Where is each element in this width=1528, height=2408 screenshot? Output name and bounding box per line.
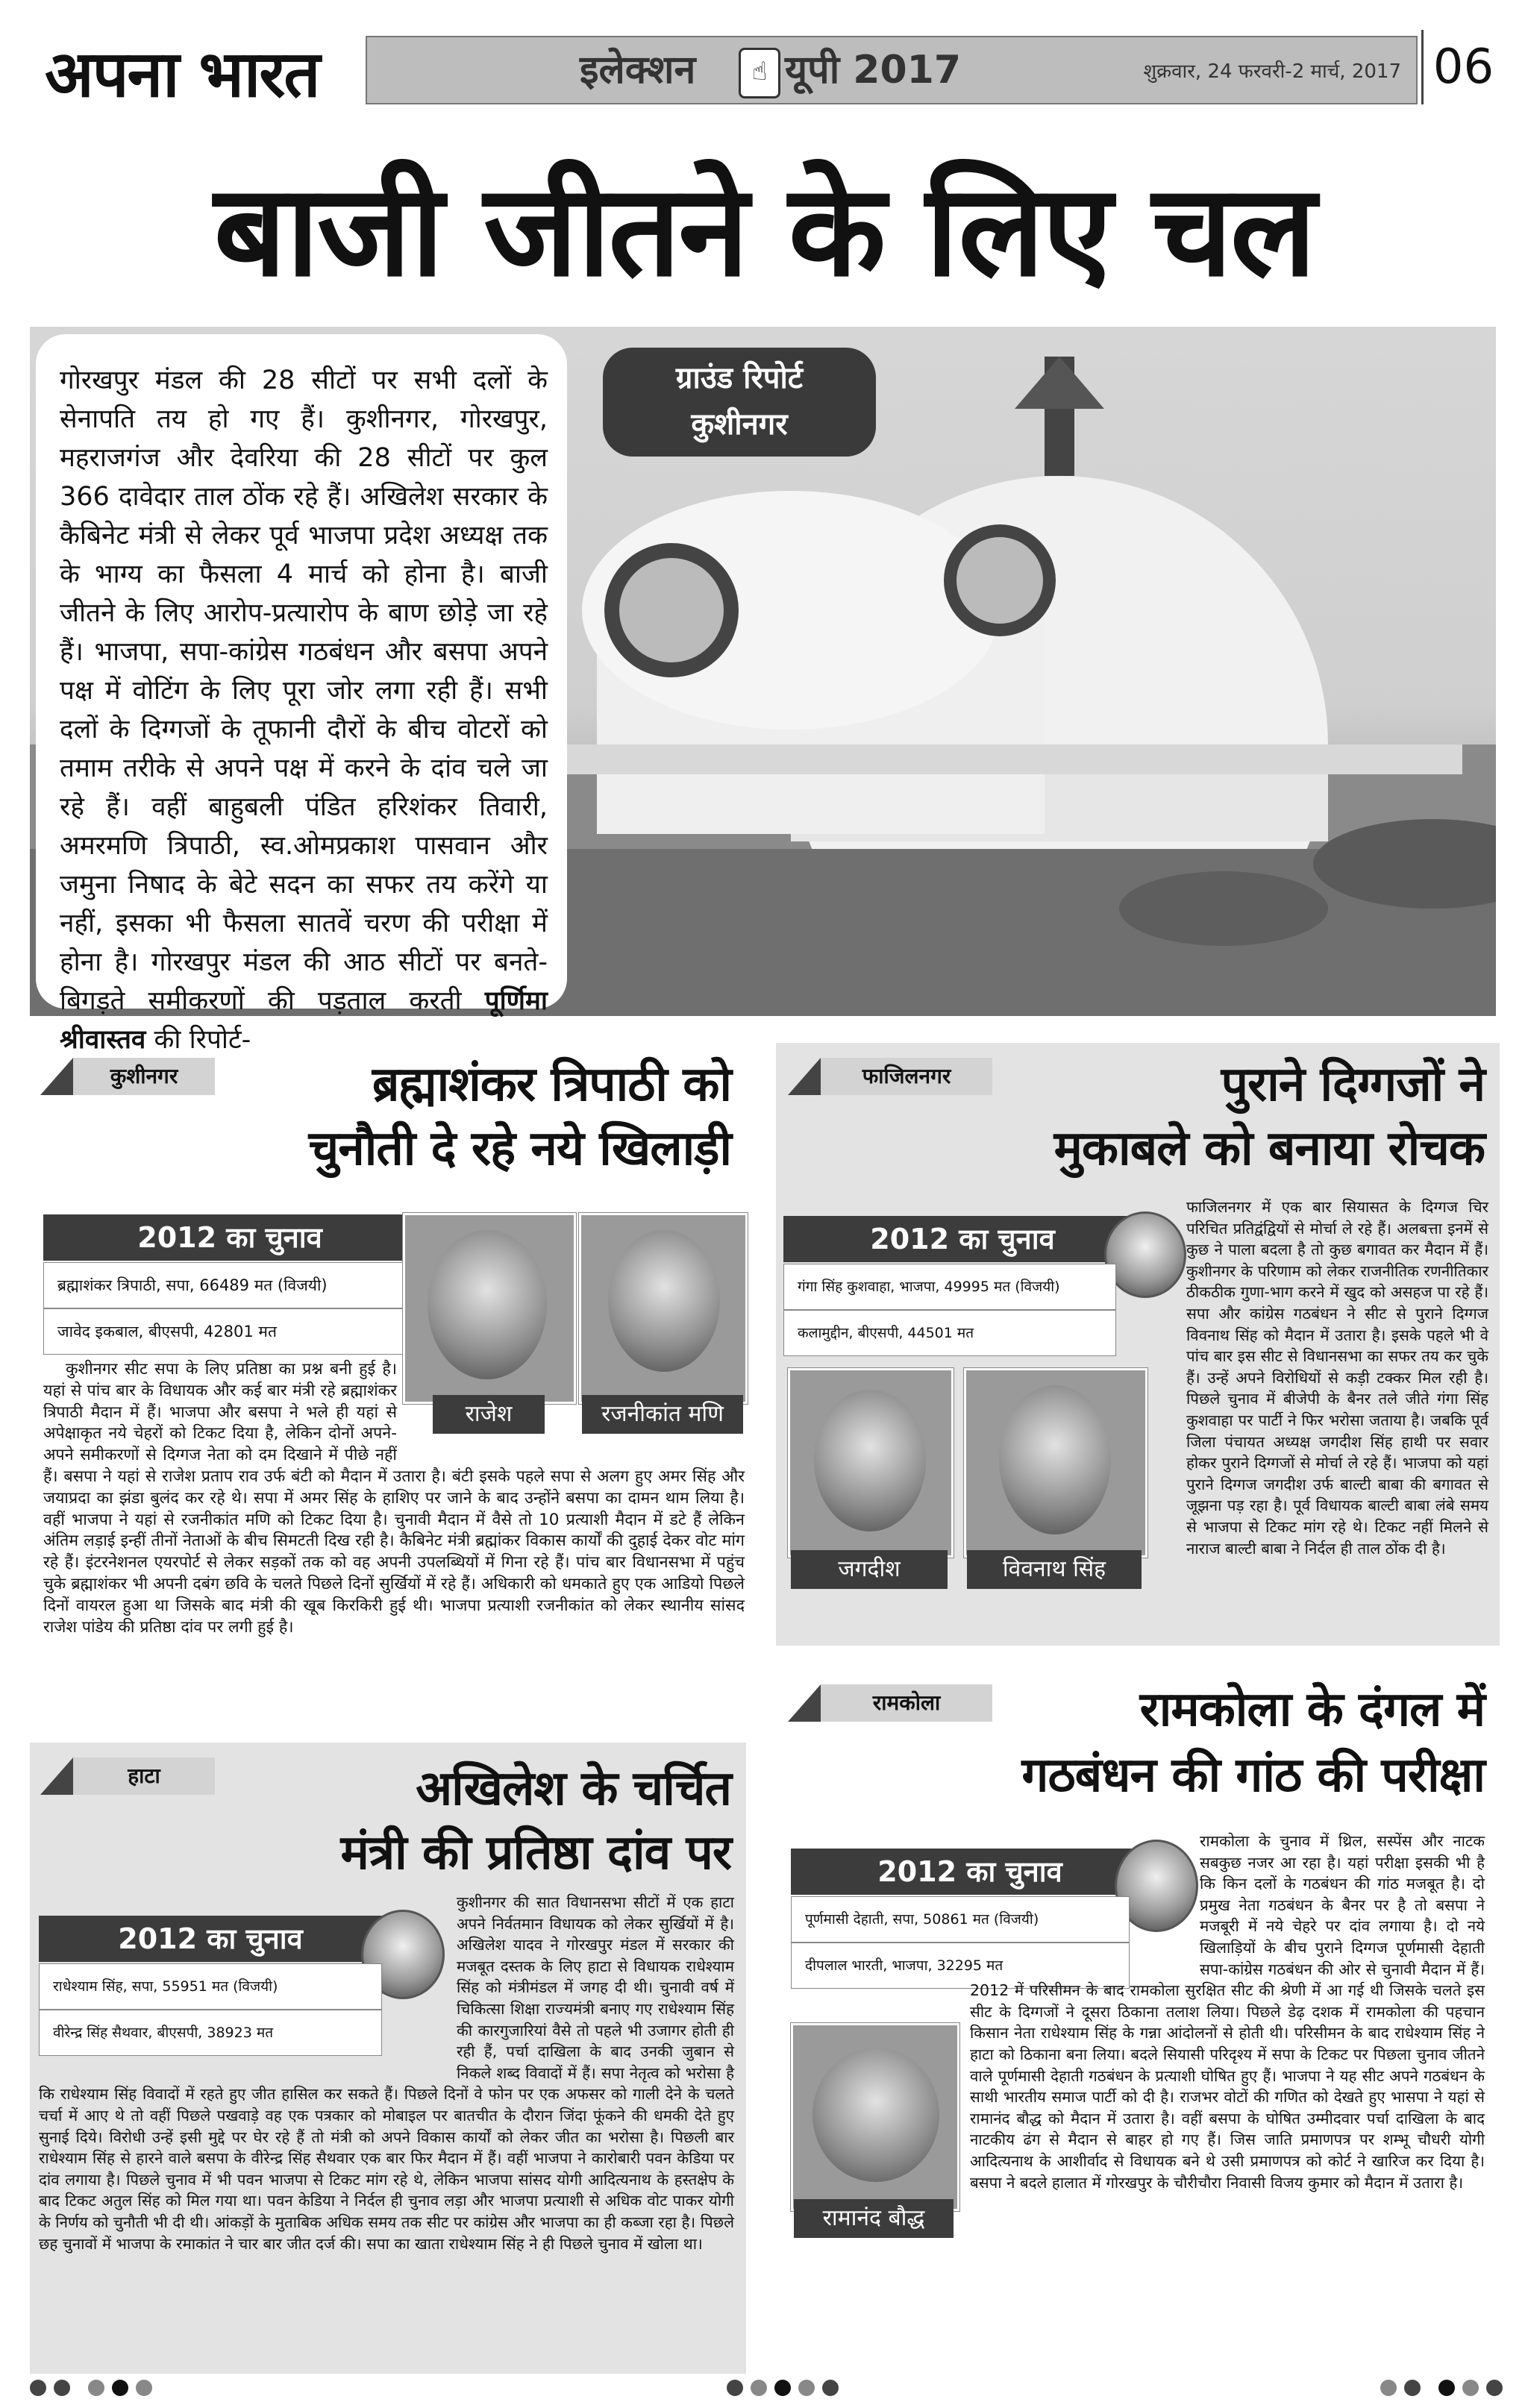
intro-summary	[36, 334, 567, 1055]
ramkola-election-title: 2012 का चुनाव	[791, 1849, 1149, 1895]
fazilnagar-result-row: कलामुद्दीन, बीएसपी, 44501 मत	[783, 1310, 1116, 1356]
fazilnagar-election-title: 2012 का चुनाव	[783, 1216, 1142, 1262]
kushinagar-result-row: ब्रह्माशंकर त्रिपाठी, सपा, 66489 मत (विजयी)	[43, 1262, 431, 1308]
hata-tag-label: हाटा	[128, 1763, 160, 1788]
ramkola-article-text	[791, 1831, 1485, 2368]
banner-title-left: इलेक्शन	[580, 48, 696, 93]
fazilnagar-article-body: फाजिलनगर में एक बार सियासत के दिग्गज चिर परिचित प्रतिद्वंद्वियों से मोर्चा ले रहे हैं। अलबत्ता इनमें से कुछ ने पाला बदला है तो कुछ बगावत कर मैदान में हैं। कुशीनगर के परिणाम को लेकर राजनीतिक रणनीतिकार ठीकठीक गुणा-भाग करने में खुद को असहज पा रहे हैं। सपा और कांग्रेस गठबंधन ने सीट से पुराने दिग्गज विवनाथ सिंह को मैदान में उतारा है। इसके पहले भी वे पांच बार इस सीट से विधानसभा का सफर तय कर चुके हैं। उन्हें अपने विरोधियों से कड़ी टक्कर मिल रही है। पिछले चुनाव में बीजेपी के बैनर तले जीते गंगा सिंह कुशवाहा पर पार्टी ने फिर भरोसा जताया है। जबकि पूर्व जिला पंचायत अध्यक्ष जगदीश सिंह हाथी पर सवार होकर पुराने दिग्गजों से मोर्चा ले रहे हैं। भाजपा को यहां पुराने दिग्गज जगदीश उर्फ बाल्टी बाबा की बगावत से जूझना पड़ रहा है। पूर्व विधायक बाल्टी बाबा लंबे समय से भाजपा से टिकट मांग रहे थे। टिकट नहीं मिलने से नाराज बाल्टी बाबा ने निर्दल ही ताल ठोंक दी है।	[1186, 1198, 1488, 1558]
hata-headline-2: मंत्री की प्रतिष्ठा दांव पर	[340, 1825, 731, 1881]
fazilnagar-headline-1: पुराने दिग्गजों ने	[1221, 1057, 1485, 1112]
main-headline: बाजी जीतने के लिए चल	[213, 157, 1315, 305]
hata-tag	[73, 1758, 215, 1795]
issue-date: शुक्रवार, 24 फरवरी-2 मार्च, 2017	[1143, 60, 1401, 83]
ramkola-result-row: पूर्णमासी देहाती, सपा, 50861 मत (विजयी)	[791, 1896, 1130, 1943]
caption-ramanand: रामानंद बौद्ध	[794, 2199, 954, 2238]
hata-section	[30, 1743, 746, 2374]
caption-rajnikant: रजनीकांत मणि	[582, 1395, 743, 1434]
hata-article-body: कुशीनगर की सात विधानसभा सीटों में एक हाटा अपने निर्वतमान विधायक को लेकर सुर्खियों में है। अखिलेश यादव ने गोरखपुर मंडल में सरकार की मजबूत दस्तक के लिए हाटा से विधायक राधेश्याम सिंह को मंत्रीमंडल में जगह दी थी। चुनावी वर्ष में चिकित्सा शिक्षा राज्यमंत्री बनाए गए राधेश्याम सिंह की कारगुजारियां वैसे तो पहले भी उजागर होती ही रही हैं, पर्चा दाखिला के बाद उनकी जुबान से निकले शब्द विवादों में हैं। सपा नेतृत्व को भरोसा है कि राधेश्याम सिंह विवादों में रहते हुए जीत हासिल कर सकते हैं। पिछले दिनों वे फोन पर एक अफसर को गाली देने के चलते चर्चा में आए थे तो वहीं पिछले पखवाड़े वह एक पत्रकार को मोबाइल पर बातचीत के दौरान जिंदा फूंकने की धमकी देते हुए सुनाई दिये। विरोधी उन्हें इसी मुद्दे पर घेर रहे हैं तो मंत्री को अपने विकास कार्यों को लेकर जीत का भरोसा है। पिछली बार राधेश्याम सिंह से हारने वाले बसपा के वीरेन्द्र सिंह सैथवार एक बार फिर मैदान में हैं। वहीं भाजपा ने कारोबारी पवन केडिया पर दांव लगाया है। पिछले चुनाव में भी पवन भाजपा से टिकट मांग रहे थे, लेकिन भाजपा सांसद योगी आदित्यनाथ के हस्तक्षेप के बाद टिकट अतुल सिंह को मिल गया था। पवन केडिया ने निर्दल ही चुनाव लड़ा और भाजपा प्रत्याशी से अधिक वोट पाकर योगी के निर्णय को चुनौती भी दी थी। आंकड़ों के मुताबिक अधिक समय तक सीट पर कांग्रेस और भाजपा का ही कब्जा रहा है। पिछले छह चुनावों में भाजपा के रमाकांत ने चार बार जीत दर्ज की। सपा का खाता राधेश्याम सिंह ने ही पिछले चुनाव में खोला था।	[39, 1893, 734, 2253]
badge-line1: ग्राउंड रिपोर्ट	[675, 361, 804, 395]
fazilnagar-headline-2: मुकाबले को बनाया रोचक	[1053, 1121, 1485, 1176]
footer-bar	[0, 2380, 1528, 2402]
kushinagar-article-text	[43, 1359, 745, 1702]
ramkola-tag-label: रामकोला	[872, 1690, 941, 1715]
intro-end: की रिपोर्ट-	[154, 1025, 251, 1055]
fazilnagar-tag	[821, 1058, 992, 1095]
ramkola-article-body: रामकोला के चुनाव में थ्रिल, सस्पेंस और नाटक सबकुछ नजर आ रहा है। यहां परीक्षा इसकी भी है कि किन दलों के गठबंधन की गांठ मजबूत है। दो प्रमुख नेता गठबंधन के बैनर पर है तो बसपा ने मजबूरी में नये चेहरे पर दांव लगाया है। दो नये खिलाड़ियों के बीच पुराने दिग्गज पूर्णमासी देहाती सपा-कांग्रेस गठबंधन की ओर से चुनावी मैदान में हैं। 2012 में परिसीमन के बाद रामकोला सुरक्षित सीट की श्रेणी में आ गई थी जिसके चलते इस सीट के दिग्गजों ने दूसरा ठिकाना तलाश लिया। पिछले डेढ़ दशक में रामकोला की पहचान किसान नेता राधेश्याम सिंह के गन्ना आंदोलनों से होती थी। परिसीमन के बाद राधेश्याम सिंह ने हाटा को ठिकाना बना लिया। बदले सियासी परिदृश्य में सपा के टिकट पर पिछला चुनाव जीतने वाले पूर्णमासी देहाती गठबंधन के प्रत्याशी घोषित हुए हैं। भाजपा ने यह सीट अपने गठबंधन के साथी भारतीय समाज पार्टी को दी है। राजभर वोटों की गणित को देखते हुए भासपा ने यहां से रामानंद बौद्ध को मैदान में उतारा है। वहीं बसपा के घोषित उम्मीदवार पर्चा दाखिला के बाद नाटकीय ढंग से मैदान से बाहर हो गए हैं। जिस जाति प्रमाणपत्र पर शम्भू चौधरी योगी आदित्यनाथ के आशीर्वाद से विधायक बने थे उसी प्रमाणपत्र को कोर्ट ने खारिज कर दिया है। बसपा ने बदले हालात में गोरखपुर के चौरीचौरा निवासी विजय कुमार को मैदान में उतारा है।	[970, 1832, 1485, 2192]
kushinagar-article-body: कुशीनगर सीट सपा के लिए प्रतिष्ठा का प्रश्न बनी हुई है। यहां से पांच बार के विधायक और कई बार मंत्री रहे ब्रह्माशंकर त्रिपाठी मैदान में हैं। भाजपा और बसपा ने भले ही यहां से अपेक्षाकृत नये चेहरों को टिकट दिया है, लेकिन दोनों अपने-अपने समीकरणों से दिग्गज नेता को दम दिखाने में पीछे नहीं हैं। बसपा ने यहां से राजेश प्रताप राव उर्फ बंटी को मैदान में उतारा है। बंटी इसके पहले सपा से अलग हुए अमर सिंह और जयाप्रदा का झंडा बुलंद कर रहे थे। सपा में अमर सिंह के हाशिए पर जाने के बाद उन्होंने बसपा का दामन थाम लिया है। वहीं भाजपा ने यहां से रजनीकांत मणि को टिकट दिया है। चुनावी मैदान में वैसे तो 10 प्रत्याशी मैदान में डटे हैं लेकिन अंतिम लड़ाई इन्हीं तीनों नेताओं के बीच सिमटती दिख रही है। कैबिनेट मंत्री ब्रह्मांकर विकास कार्यों की दुहाई देकर वोट मांग रहे हैं। इंटरनेशनल एयरपोर्ट से लेकर सड़कों तक को वह अपनी उपलब्धियों में गिना रहे हैं। पांच बार विधानसभा में पहुंच चुके ब्रह्माशंकर भी अपनी दबंग छवि के चलते पिछले दिनों सुर्खियों में रहे हैं। अधिकारी को धमकाते हुए एक आडियो पिछले दिनों वायरल हुआ था जिसके बाद मंत्री की खूब किरकिरी हुई थी। भाजपा प्रत्याशी रजनीकांत को लेकर स्थानीय सांसद राजेश पांडेय की प्रतिष्ठा दांव पर लगी हुई है।	[43, 1360, 745, 1637]
ground-report-badge	[603, 348, 876, 457]
badge-line2: कुशीनगर	[691, 407, 788, 442]
ramkola-headline-2: गठबंधन की गांठ की परीक्षा	[1021, 1748, 1485, 1803]
fazilnagar-tag-label: फाजिलनगर	[862, 1064, 951, 1088]
kushinagar-election-title: 2012 का चुनाव	[43, 1214, 416, 1261]
caption-vivnath: विवनाथ सिंह	[967, 1550, 1142, 1589]
intro-author: पूर्णिमा श्रीवास्तव	[60, 986, 548, 1055]
kushinagar-tag-label: कुशीनगर	[110, 1064, 178, 1088]
intro-text: गोरखपुर मंडल की 28 सीटों पर सभी दलों के सेनापति तय हो गए हैं। कुशीनगर, गोरखपुर, महराजगंज और देवरिया की 28 सीटों पर कुल 366 दावेदार ताल ठोंक रहे हैं। अखिलेश सरकार के कैबिनेट मंत्री से लेकर पूर्व भाजपा प्रदेश अध्यक्ष तक के भाग्य का फैसला 4 मार्च को होना है। बाजी जीतने के लिए आरोप-प्रत्यारोप के बाण छोड़े जा रहे हैं। भाजपा, सपा-कांग्रेस गठबंधन और बसपा अपने पक्ष में वोटिंग के लिए पूरा जोर लगा रही हैं। सभी दलों के दिग्गजों के तूफानी दौरों के बीच वोटरों को तमाम तरीके से अपने पक्ष में करने के दांव चले जा रहे हैं। वहीं बाहुबली पंडित हरिशंकर तिवारी, अमरमणि त्रिपाठी, स्व.ओमप्रकाश पासवान और जमुना निषाद के बेटे सदन का सफर तय करेंगे या नहीं, इसका भी फैसला सातवें चरण की परीक्षा में होना है। गोरखपुर मंडल की आठ सीटों पर बनते-बिगड़ते समीकरणों की पड़ताल करती	[60, 366, 548, 1016]
kushinagar-headline-2: चुनौती दे रहे नये खिलाड़ी	[308, 1121, 731, 1176]
banner-title-right: यूपी 2017	[785, 48, 961, 93]
hata-election-title: 2012 का चुनाव	[39, 1916, 382, 1962]
kushinagar-tag	[73, 1058, 215, 1095]
section-banner	[366, 36, 1418, 104]
kushinagar-section	[30, 1043, 746, 1707]
caption-rajesh: राजेश	[433, 1395, 545, 1434]
newspaper-logo: अपना भारत	[45, 37, 319, 112]
hata-headline-1: अखिलेश के चर्चित	[416, 1761, 731, 1816]
kushinagar-result-row: जावेद इकबाल, बीएसपी, 42801 मत	[43, 1308, 431, 1355]
hata-article-text	[39, 1892, 734, 2369]
ramkola-section	[776, 1665, 1500, 2374]
fazilnagar-result-row: गंगा सिंह कुशवाहा, भाजपा, 49995 मत (विजयी)	[783, 1264, 1116, 1310]
hata-result-row: राधेश्याम सिंह, सपा, 55951 मत (विजयी)	[39, 1963, 382, 2010]
page-number: 06	[1421, 30, 1503, 104]
kushinagar-headline-1: ब्रह्माशंकर त्रिपाठी को	[372, 1057, 731, 1112]
caption-jagdish: जगदीश	[791, 1550, 948, 1589]
fazilnagar-section	[776, 1043, 1500, 1646]
fazilnagar-article-text	[783, 1197, 1488, 1644]
hata-result-row: वीरेन्द्र सिंह सैथवार, बीएसपी, 38923 मत	[39, 2010, 382, 2056]
ramkola-result-row: दीपलाल भारती, भाजपा, 32295 मत	[791, 1943, 1130, 1989]
ramkola-headline-1: रामकोला के दंगल में	[1139, 1682, 1485, 1737]
ramkola-tag	[821, 1684, 992, 1722]
raised-finger-icon: ☝	[739, 48, 780, 98]
